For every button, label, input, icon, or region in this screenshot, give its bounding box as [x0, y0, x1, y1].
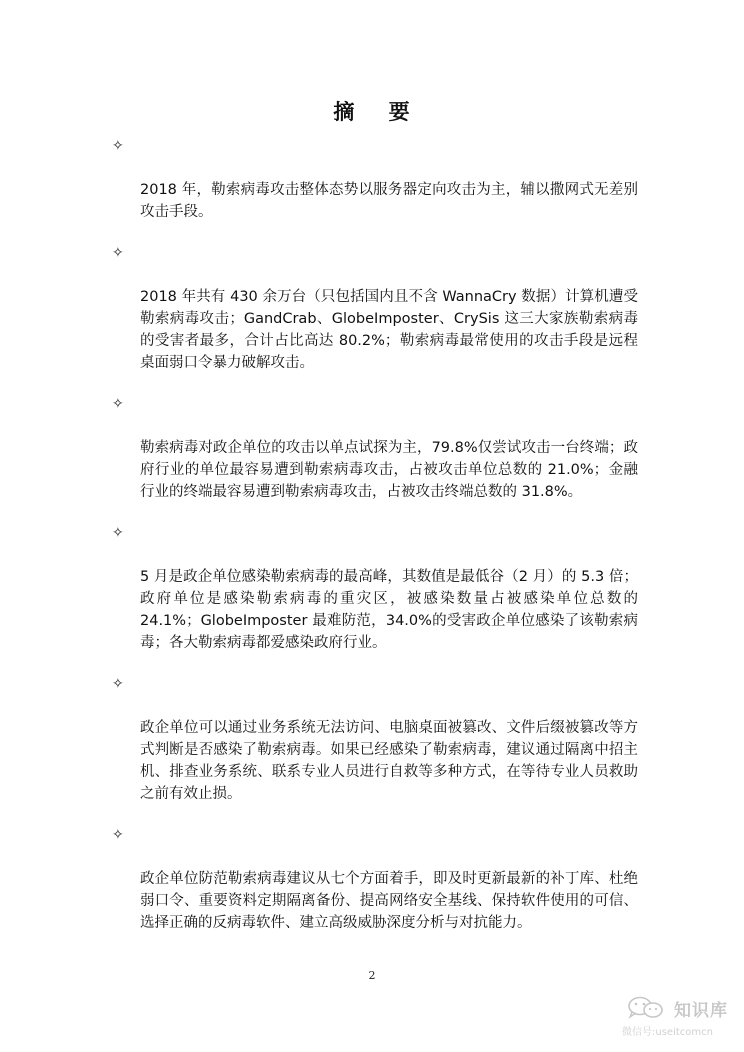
list-item [110, 393, 638, 503]
page-title: 摘 要 [333, 100, 411, 124]
list-item-text: 2018 年共有 430 余万台（只包括国内且不含 WannaCry 数据）计算机遭受勒索病毒攻击；GandCrab、GlobeImposter、CrySis 这三大家族勒索病毒的受害者最多，合计占比高达 80.2%；勒索病毒最常使用的攻击手段是远程桌面弱口令暴力破解攻击。 [140, 289, 638, 371]
watermark-subtitle: 微信号:useitcomcn [622, 1027, 713, 1038]
list-item-text: 5 月是政企单位感染勒索病毒的最高峰，其数值是最低谷（2 月）的 5.3 倍；政府单位是感染勒索病毒的重灾区，被感染数量占被感染单位总数的 24.1%；GlobeImposter 最难防范，34.0%的受害政企单位感染了该勒索病毒；各大勒索病毒都爱感染政府行业。 [140, 569, 638, 651]
wechat-icon [626, 996, 666, 1020]
list-item [110, 522, 638, 654]
diamond-bullet-icon: ✧ [112, 245, 124, 261]
list-item [110, 242, 638, 374]
list-item-text: 勒索病毒对政企单位的攻击以单点试探为主，79.8%仅尝试攻击一台终端；政府行业的单位最容易遭到勒索病毒攻击，占被攻击单位总数的 21.0%；金融行业的终端最容易遭到勒索病毒攻击，占被攻击终端总数的 31.8%。 [140, 440, 638, 500]
diamond-bullet-icon: ✧ [112, 138, 124, 154]
diamond-bullet-icon: ✧ [112, 827, 124, 843]
diamond-bullet-icon: ✧ [112, 676, 124, 692]
diamond-bullet-icon: ✧ [112, 525, 124, 541]
diamond-bullet-icon: ✧ [112, 396, 124, 412]
list-item [110, 673, 638, 805]
watermark-name: 知识库 [674, 1001, 728, 1021]
watermark [618, 994, 736, 1040]
list-item [110, 135, 638, 223]
summary-list [110, 135, 638, 953]
list-item-text: 2018 年，勒索病毒攻击整体态势以服务器定向攻击为主，辅以撒网式无差别攻击手段。 [140, 182, 638, 220]
list-item [110, 824, 638, 934]
page-number: 2 [368, 969, 376, 982]
list-item-text: 政企单位可以通过业务系统无法访问、电脑桌面被篡改、文件后缀被篡改等方式判断是否感染了勒索病毒。如果已经感染了勒索病毒，建议通过隔离中招主机、排查业务系统、联系专业人员进行自救等多种方式，在等待专业人员救助之前有效止损。 [140, 720, 638, 802]
list-item-text: 政企单位防范勒索病毒建议从七个方面着手，即及时更新最新的补丁库、杜绝弱口令、重要资料定期隔离备份、提高网络安全基线、保持软件使用的可信、选择正确的反病毒软件、建立高级威胁深度分析与对抗能力。 [140, 871, 638, 931]
